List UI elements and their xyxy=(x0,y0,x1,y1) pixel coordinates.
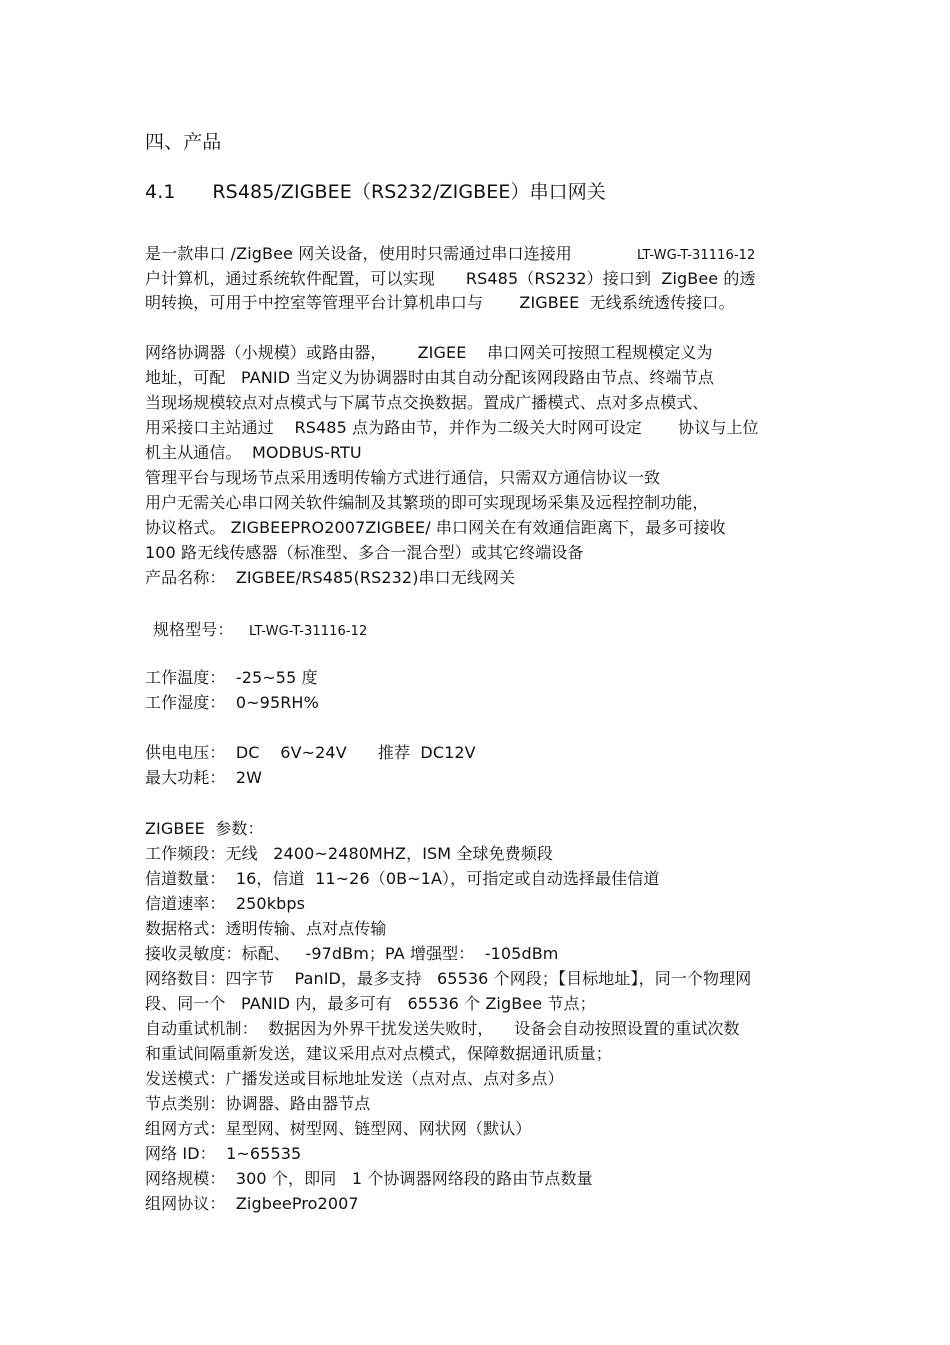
desc-line-7: 用户无需关心串口网关软件编制及其繁琐的即可实现现场采集及远程控制功能， xyxy=(145,493,709,512)
zigbee-params-title: ZIGBEE 参数： xyxy=(145,819,264,838)
param-rate: 信道速率： 250kbps xyxy=(145,894,306,913)
desc-line-3: 当现场规模较点对点模式与下属节点交换数据。置成广播模式、点对多点模式、 xyxy=(145,393,709,412)
product-name: 产品名称： ZIGBEE/RS485(RS232)串口无线网关 xyxy=(145,568,516,587)
param-data-format: 数据格式：透明传输、点对点传输 xyxy=(145,919,387,938)
desc-line-8: 协议格式。 ZIGBEEPRO2007ZIGBEE/ 串口网关在有效通信距离下，最多可接收 xyxy=(145,518,726,537)
work-temperature: 工作温度： -25~55 度 xyxy=(145,668,318,687)
param-network-count-1: 网络数目：四字节 PanID，最多支持 65536 个网段；【目标地址】，同一个物理网 xyxy=(145,969,752,988)
desc-line-5: 机主从通信。 MODBUS-RTU xyxy=(145,443,362,462)
intro-model-number: LT-WG-T-31116-12 xyxy=(637,248,756,263)
param-node-type: 节点类别：协调器、路由器节点 xyxy=(145,1094,371,1113)
intro-line-1: 是一款串口 /ZigBee 网关设备，使用时只需通过串口连接用 xyxy=(145,244,572,263)
desc-line-9: 100 路无线传感器（标准型、多合一混合型）或其它终端设备 xyxy=(145,543,584,562)
intro-line-3: 明转换，可用于中控室等管理平台计算机串口与 ZIGBEE 无线系统透传接口。 xyxy=(145,293,735,312)
param-frequency: 工作频段：无线 2400~2480MHZ，ISM 全球免费频段 xyxy=(145,844,553,863)
param-network-size: 网络规模： 300 个，即同 1 个协调器网络段的路由节点数量 xyxy=(145,1169,593,1188)
section-heading: 四、产品 xyxy=(145,131,222,153)
param-network-count-2: 段、同一个 PANID 内，最多可有 65536 个 ZigBee 节点； xyxy=(145,994,596,1013)
param-channels: 信道数量： 16，信道 11~26（0B~1A），可指定或自动选择最佳信道 xyxy=(145,869,660,888)
desc-line-1: 网络协调器（小规模）或路由器， ZIGEE 串口网关可按照工程规模定义为 xyxy=(145,343,713,362)
param-send-mode: 发送模式：广播发送或目标地址发送（点对点、点对多点） xyxy=(145,1069,564,1088)
work-humidity: 工作湿度： 0~95RH% xyxy=(145,693,319,712)
intro-line-2: 户计算机，通过系统软件配置，可以实现 RS485（RS232）接口到 ZigBee 的透 xyxy=(145,269,756,288)
param-protocol: 组网协议： ZigbeePro2007 xyxy=(145,1194,359,1213)
param-topology: 组网方式：星型网、树型网、链型网、网状网（默认） xyxy=(145,1119,532,1138)
max-power: 最大功耗： 2W xyxy=(145,768,263,787)
param-network-id: 网络 ID： 1~65535 xyxy=(145,1144,302,1163)
desc-line-4: 用采接口主站通过 RS485 点为路由节，并作为二级关大时网可设定 协议与上位 xyxy=(145,418,759,437)
model-value: LT-WG-T-31116-12 xyxy=(249,624,368,639)
desc-line-6: 管理平台与现场节点采用透明传输方式进行通信，只需双方通信协议一致 xyxy=(145,468,661,487)
supply-voltage: 供电电压： DC 6V~24V 推荐 DC12V xyxy=(145,743,476,762)
param-retry-1: 自动重试机制： 数据因为外界干扰发送失败时， 设备会自动按照设置的重试次数 xyxy=(145,1019,740,1038)
param-retry-2: 和重试间隔重新发送，建议采用点对点模式，保障数据通讯质量； xyxy=(145,1044,612,1063)
subsection-heading: 4.1 RS485/ZIGBEE（RS232/ZIGBEE）串口网关 xyxy=(145,181,606,203)
param-sensitivity: 接收灵敏度：标配、 -97dBm；PA 增强型： -105dBm xyxy=(145,944,559,963)
model-label: 规格型号： xyxy=(153,620,234,639)
desc-line-2: 地址，可配 PANID 当定义为协调器时由其自动分配该网段路由节点、终端节点 xyxy=(145,368,714,387)
